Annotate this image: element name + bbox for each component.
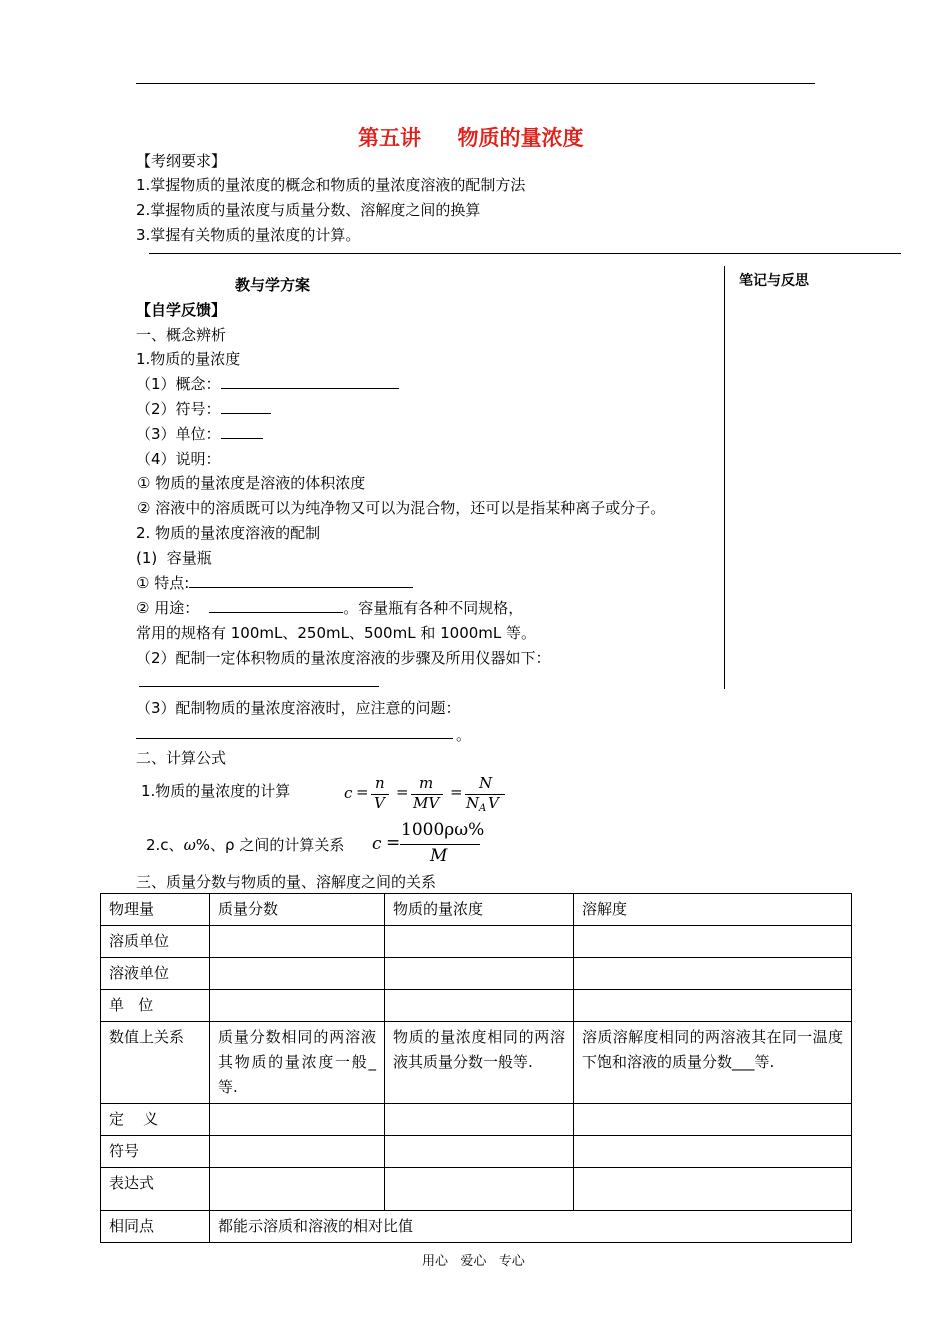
f2-eq: = (386, 833, 401, 853)
steps-text: （2）配制一定体积物质的量浓度溶液的步骤及所用仪器如下： (136, 649, 551, 667)
feature-text: ① 特点: (136, 574, 190, 592)
table-header-cell: 物质的量浓度 (385, 894, 574, 926)
table-cell[interactable] (385, 1136, 574, 1168)
f2-den: M (430, 846, 448, 866)
notes-heading: 笔记与反思 (739, 273, 809, 289)
table-cell[interactable] (574, 926, 852, 958)
explain-label: （4）说明： (136, 450, 221, 468)
specs-text: 常用的规格有 100mL、250mL、500mL 和 1000mL 等。 (136, 624, 537, 642)
table-row-label: 数值上关系 (101, 1022, 210, 1104)
feature-blank[interactable] (189, 573, 413, 588)
use-blank[interactable] (209, 598, 343, 613)
f1-NA: N (466, 794, 480, 812)
unit-blank[interactable] (221, 424, 263, 439)
table-cell[interactable] (210, 990, 385, 1022)
table-row (101, 1104, 852, 1136)
use-label (136, 597, 523, 618)
table-cell[interactable] (574, 958, 852, 990)
table-row-label: 定 义 (101, 1104, 210, 1136)
table-row-label: 表达式 (101, 1168, 210, 1211)
f2-omega: ω (183, 836, 196, 854)
f1-eq1: = (356, 783, 369, 801)
self-study-heading: 【自学反馈】 (136, 301, 227, 319)
table-common-value: 都能示溶质和溶液的相对比值 (210, 1211, 852, 1243)
sub-heading-preparation: 2. 物质的量浓度溶液的配制 (136, 524, 321, 542)
formula1-label: 1.物质的量浓度的计算 (141, 782, 291, 800)
table-row (101, 926, 852, 958)
steps-blank[interactable] (139, 686, 379, 687)
table-header-cell: 质量分数 (210, 894, 385, 926)
table-cell[interactable] (385, 990, 574, 1022)
table-cell[interactable] (574, 1168, 852, 1211)
table-row (101, 1136, 852, 1168)
feature-label (136, 572, 413, 593)
f1-m: m (419, 774, 434, 792)
table-cell[interactable] (385, 1168, 574, 1211)
formula2-label (146, 834, 344, 855)
note-item: ① 物质的量浓度是溶液的体积浓度 (137, 474, 366, 492)
symbol-label (136, 398, 271, 419)
table-cell[interactable] (210, 926, 385, 958)
table-row (101, 990, 852, 1022)
table-row-common (101, 1211, 852, 1243)
section2-heading: 二、计算公式 (136, 749, 227, 767)
relation-table (100, 893, 852, 1243)
syllabus-item: 2.掌握物质的量浓度与质量分数、溶解度之间的换算 (136, 201, 481, 219)
table-cell: 溶质溶解度相同的两溶液其在同一温度下饱和溶液的质量分数___等. (574, 1022, 852, 1104)
table-row-label: 溶液单位 (101, 958, 210, 990)
formula1 (340, 772, 510, 816)
note-item: ② 溶液中的溶质既可以为纯净物又可以为混合物，还可以是指某种离子或分子。 (137, 499, 666, 517)
table-cell[interactable] (210, 958, 385, 990)
syllabus-item: 3.掌握有关物质的量浓度的计算。 (136, 226, 361, 244)
f2-c: c (372, 834, 382, 854)
f1-V2: V (488, 794, 499, 812)
f1-N: N (479, 774, 493, 792)
f1-eq3: = (450, 783, 463, 801)
sub-heading-concentration: 1.物质的量浓度 (136, 350, 241, 368)
f1-MV: MV (413, 794, 440, 812)
symbol-blank[interactable] (221, 399, 271, 414)
f2-label-a: 2.c、 (146, 836, 184, 854)
table-header-row (101, 894, 852, 926)
table-cell[interactable] (574, 1104, 852, 1136)
table-cell[interactable] (210, 1168, 385, 1211)
syllabus-item: 1.掌握物质的量浓度的概念和物质的量浓度溶液的配制方法 (136, 176, 526, 194)
table-row-label: 相同点 (101, 1211, 210, 1243)
formula2 (370, 820, 490, 868)
page-title: 第五讲 物质的量浓度 (358, 126, 584, 150)
flask-heading: (1) 容量瓶 (136, 549, 212, 567)
attention-blank[interactable] (136, 738, 453, 739)
table-header-cell: 溶解度 (574, 894, 852, 926)
f1-c: c (344, 784, 353, 802)
table-cell[interactable] (574, 990, 852, 1022)
table-row (101, 1022, 852, 1104)
concept-blank[interactable] (221, 374, 399, 389)
section3-heading: 三、质量分数与物质的量、溶解度之间的关系 (136, 873, 437, 891)
notes-divider (724, 266, 725, 689)
table-cell[interactable] (574, 1136, 852, 1168)
table-row-label: 溶质单位 (101, 926, 210, 958)
section-rule (149, 253, 901, 254)
f2-label-b: %、ρ 之间的计算关系 (195, 836, 345, 854)
table-row (101, 1168, 852, 1211)
table-cell[interactable] (385, 926, 574, 958)
table-cell: 物质的量浓度相同的两溶液其质量分数一般等. (385, 1022, 574, 1104)
unit-text: （3）单位： (136, 425, 221, 443)
syllabus-heading: 【考纲要求】 (136, 152, 227, 170)
table-cell[interactable] (385, 958, 574, 990)
f2-num: 1000ρω% (401, 820, 485, 840)
symbol-text: （2）符号： (136, 400, 221, 418)
table-cell[interactable] (385, 1104, 574, 1136)
f1-A-sub: A (479, 803, 487, 814)
concept-label (136, 373, 399, 394)
table-cell[interactable] (210, 1136, 385, 1168)
table-row-label: 单 位 (101, 990, 210, 1022)
table-cell: 质量分数相同的两溶液其物质的量浓度一般_等. (210, 1022, 385, 1104)
table-header-cell: 物理量 (101, 894, 210, 926)
table-row-label: 符号 (101, 1136, 210, 1168)
section1-heading: 一、概念辨析 (136, 326, 227, 344)
plan-heading: 教与学方案 (235, 276, 311, 294)
unit-label (136, 423, 263, 444)
attention-period: 。 (456, 726, 472, 744)
f1-eq2: = (396, 783, 409, 801)
page-footer: 用心 爱心 专心 (422, 1254, 525, 1269)
use-text: ② 用途： (136, 599, 200, 617)
table-cell[interactable] (210, 1104, 385, 1136)
use-tail: 。容量瓶有各种不同规格， (343, 599, 524, 617)
table-row (101, 958, 852, 990)
f1-n: n (375, 774, 385, 792)
header-rule (136, 83, 815, 84)
f2-bar (400, 844, 480, 845)
f1-V: V (374, 794, 385, 812)
attention-text: （3）配制物质的量浓度溶液时，应注意的问题： (136, 699, 461, 717)
concept-text: （1）概念： (136, 375, 221, 393)
